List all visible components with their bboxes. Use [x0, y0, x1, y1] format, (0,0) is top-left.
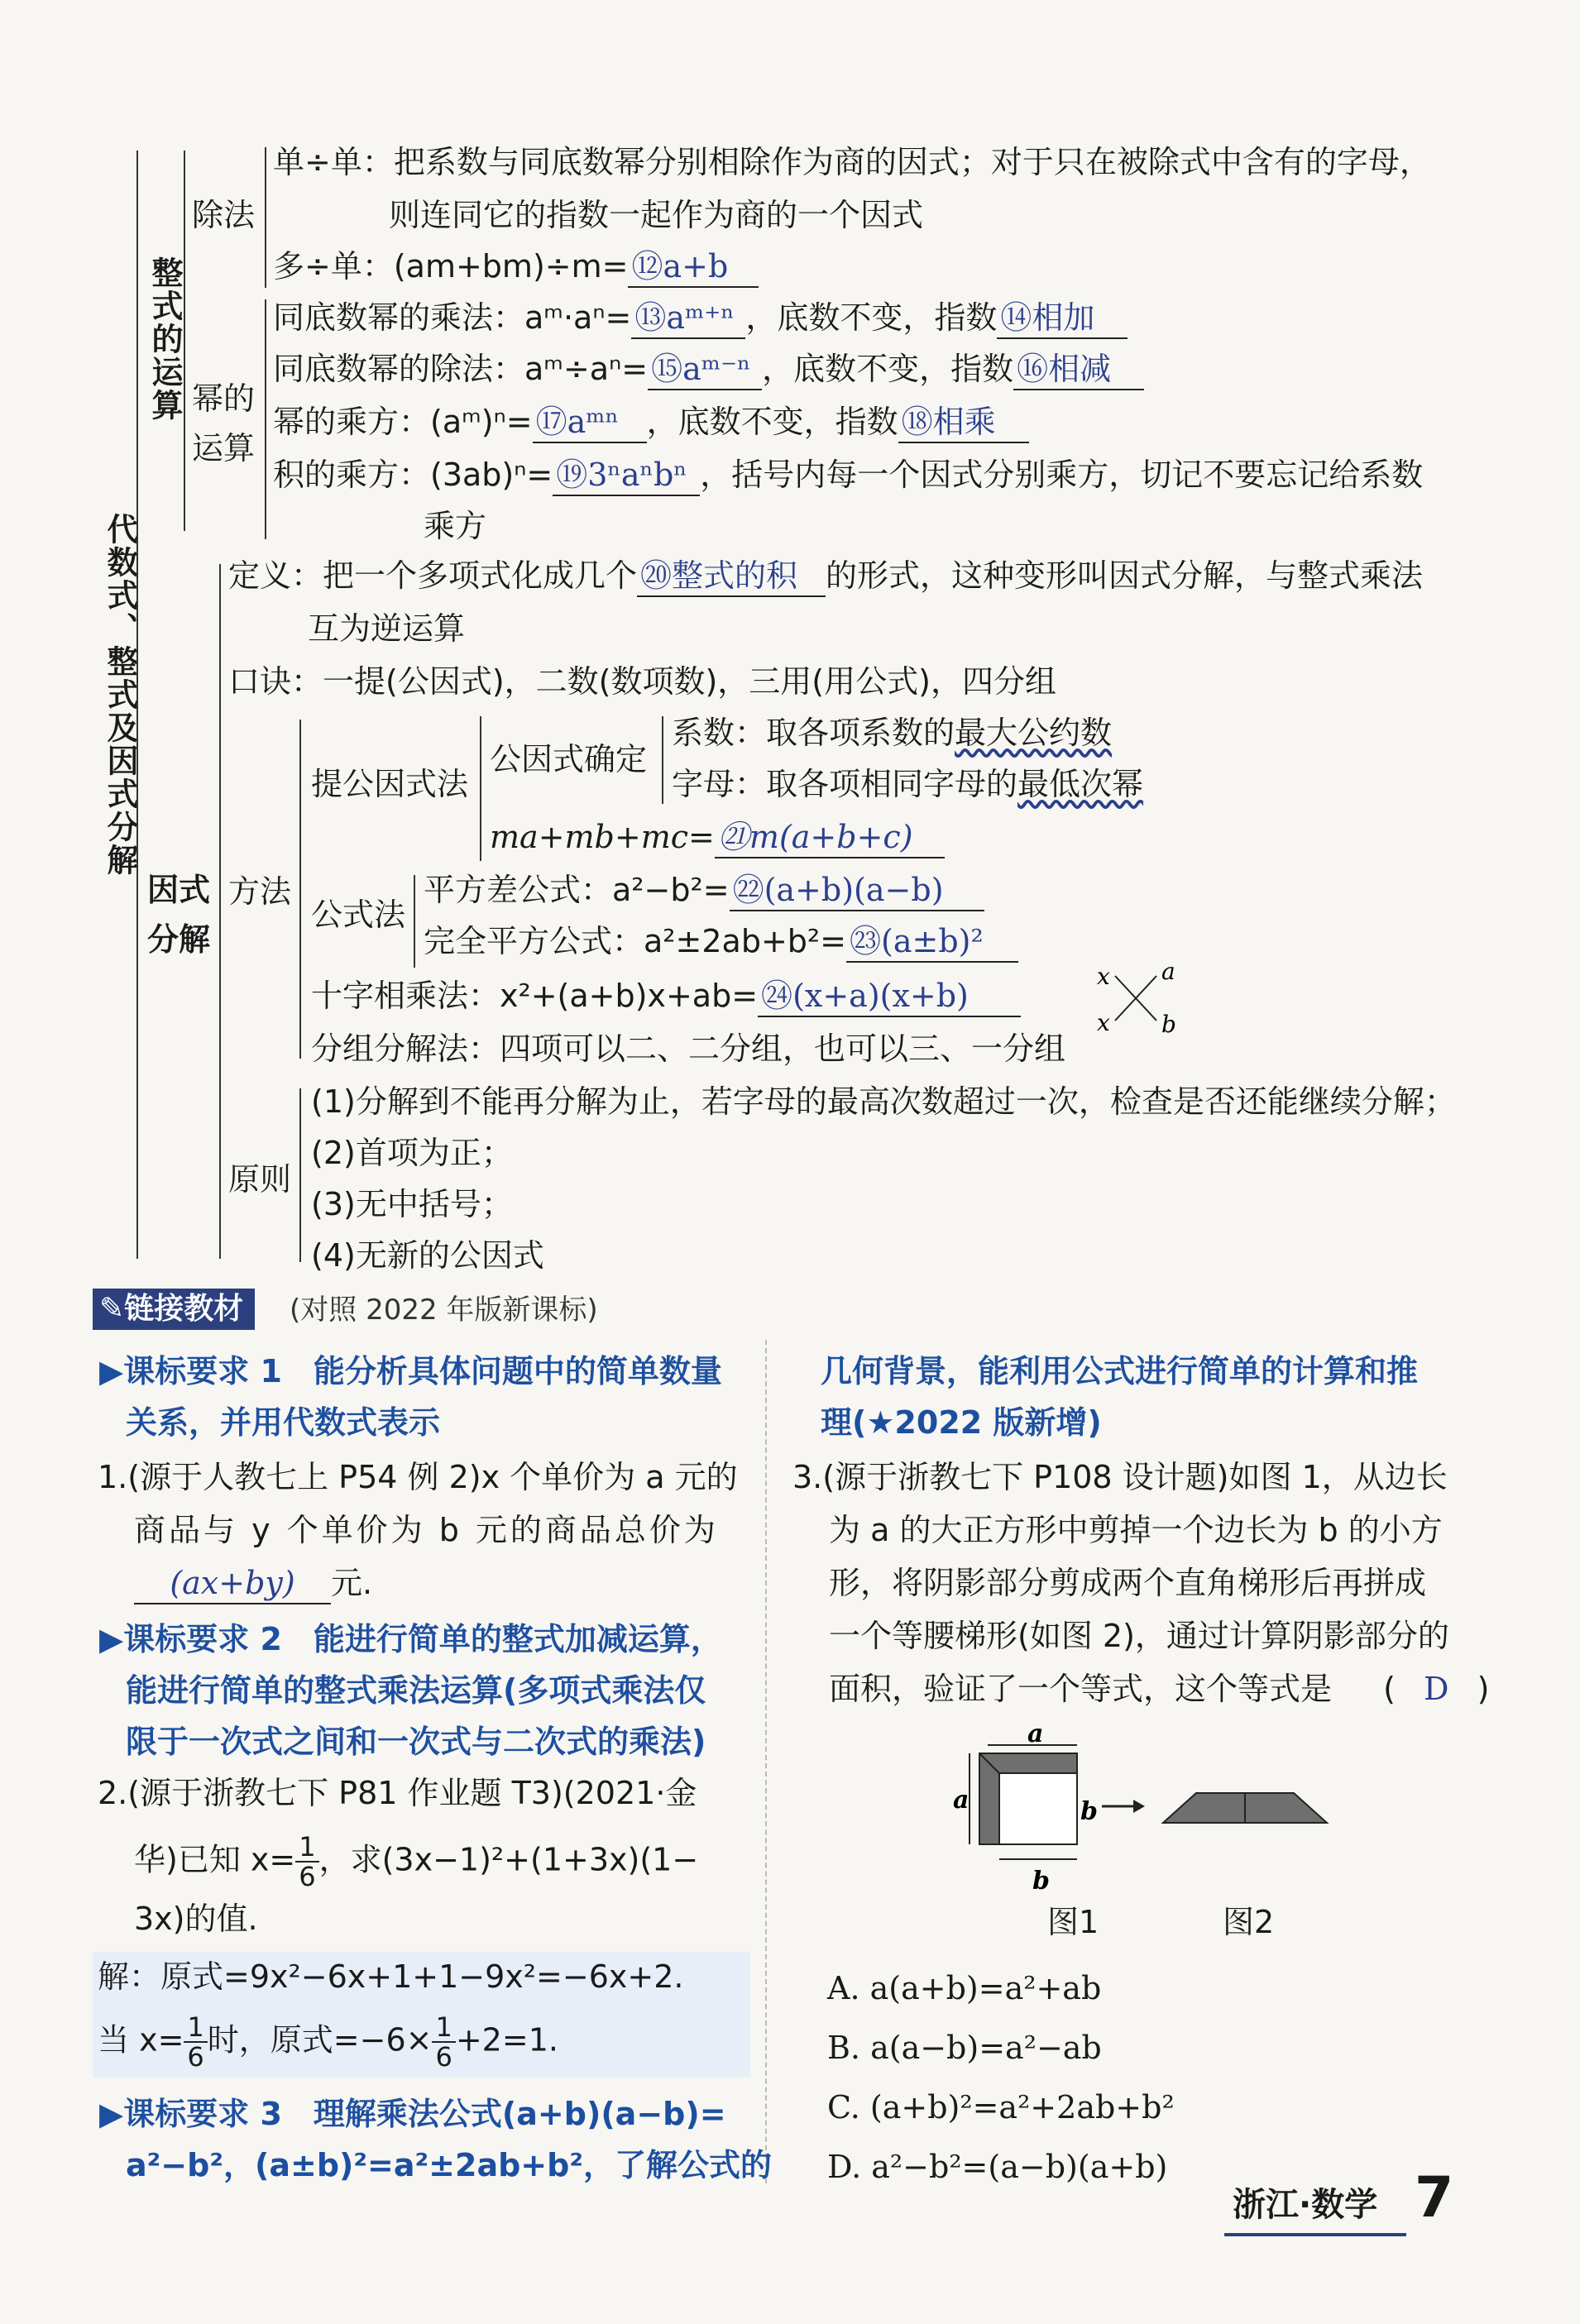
- req2-line-a: ▶课标要求 2 能进行简单的整式加减运算，: [99, 1621, 722, 1657]
- fig1-label-b-right: b: [1080, 1797, 1098, 1826]
- mi-brace: [265, 299, 266, 539]
- sol-fraction-1: [184, 2013, 207, 2071]
- answer-15-text: aᵐ⁻ⁿ: [682, 351, 751, 387]
- answer-18-num: ⑱: [901, 404, 933, 440]
- req3-line-d: 理(★2022 版新增): [821, 1404, 1102, 1441]
- pf-line: [424, 870, 984, 911]
- chufa-brace: [265, 147, 266, 288]
- column-divider: [765, 1340, 767, 2183]
- xishu-line: [672, 713, 1112, 753]
- zimu-key: 最低次幂: [1017, 766, 1144, 802]
- koujue-line: 口诀：一提(公因式)，二数(数项数)，三用(用公式)，四分组: [228, 663, 1056, 700]
- answer-22: [730, 870, 984, 911]
- answer-24-num: ㉔: [761, 978, 793, 1014]
- gongshi-brace: [414, 875, 415, 968]
- q1-answer: (ax+by): [134, 1563, 331, 1604]
- mi-3-mid: ，底数不变，指数: [646, 404, 898, 440]
- def-suffix: 的形式，这种变形叫因式分解，与整式乘法: [826, 557, 1424, 594]
- chufa-2-prefix: 多÷单：(am+bm)÷m=: [273, 248, 629, 285]
- q1-line-a: 1.(源于人教七上 P54 例 2)x 个单价为 a 元的: [98, 1459, 738, 1495]
- q3-paren-left: (: [1383, 1671, 1396, 1707]
- yuanze-brace: [299, 1088, 301, 1262]
- answer-21: [715, 817, 945, 858]
- cross-x1: x: [1097, 963, 1110, 990]
- mi-4-suffix: ，括号内每一个因式分别乘方，切记不要忘记给系数: [700, 457, 1424, 493]
- sol-frac1-num: 1: [184, 2013, 207, 2043]
- answer-22-num: ㉒: [732, 872, 764, 908]
- answer-19-text: 3ⁿaⁿbⁿ: [587, 457, 687, 493]
- mi-2-prefix: 同底数幂的除法：aᵐ÷aⁿ=: [273, 351, 649, 387]
- sol-2-post: +2=1.: [455, 2021, 558, 2059]
- q2-b-pre: 华)已知 x=: [134, 1841, 296, 1878]
- gongshi-label: 公式法: [311, 897, 406, 933]
- solution-line-2: [98, 2013, 558, 2071]
- req3-line-c: 几何背景，能利用公式进行简单的计算和推: [821, 1353, 1419, 1389]
- q2-b-post: ，求(3x−1)²+(1+3x)(1−: [318, 1841, 699, 1878]
- yuanze-4: (4)无新的公因式: [311, 1237, 544, 1274]
- ma-line: [490, 817, 945, 858]
- req2-line-c: 限于一次式之间和一次式与二次式的乘法): [126, 1724, 706, 1760]
- q3-e-text: 面积，验证了一个等式，这个等式是: [829, 1671, 1333, 1707]
- answer-13-text: aᵐ⁺ⁿ: [666, 299, 735, 336]
- tigong-brace: [480, 716, 481, 861]
- yuanze-2: (2)首项为正；: [311, 1135, 513, 1171]
- option-c: C. (a+b)²=a²+2ab+b²: [827, 2089, 1175, 2126]
- answer-12-text: a+b: [663, 248, 729, 285]
- yinshi-title-2: 分解: [147, 921, 211, 958]
- answer-15: [648, 349, 762, 390]
- q3-paren-right: ): [1477, 1671, 1490, 1707]
- answer-13-num: ⑬: [634, 299, 667, 336]
- mi-4-prefix: 积的乘方：(3ab)ⁿ=: [273, 457, 553, 493]
- q2-fraction: [295, 1833, 318, 1891]
- q3-figures: [951, 1727, 1340, 1917]
- yuanze-1: (1)分解到不能再分解为止，若字母的最高次数超过一次，检查是否还能继续分解；: [311, 1083, 1456, 1120]
- mi-label-2: 运算: [192, 430, 256, 466]
- q3-line-c: 形，将阴影部分剪成两个直角梯形后再拼成: [829, 1565, 1427, 1601]
- answer-18-text: 相乘: [932, 404, 996, 440]
- fenzu-line: 分组分解法：四项可以二、二分组，也可以三、一分组: [311, 1030, 1066, 1067]
- answer-21-num: ㉑: [717, 819, 749, 855]
- answer-24-text: (x+a)(x+b): [792, 978, 969, 1014]
- answer-22-text: (a+b)(a−b): [764, 872, 944, 908]
- xishu-key: 最大公约数: [955, 715, 1113, 751]
- cross-b: b: [1161, 1011, 1176, 1038]
- answer-17-text: aᵐⁿ: [567, 404, 620, 440]
- zimu-prefix: 字母：取各项相同字母的: [672, 766, 1018, 802]
- def-prefix: 定义：把一个多项式化成几个: [228, 557, 638, 594]
- option-b: B. a(a−b)=a²−ab: [827, 2030, 1102, 2066]
- zhengshi-title: 整式的运算: [146, 256, 183, 422]
- def-line-b: 互为逆运算: [308, 610, 466, 647]
- sol-frac2-den: 6: [435, 2041, 452, 2073]
- q3-line-d: 一个等腰梯形(如图 2)，通过计算阴影部分的: [829, 1618, 1449, 1654]
- q2-frac-den: 6: [299, 1861, 316, 1892]
- mi-line-4: [273, 455, 1423, 496]
- fangfa-brace: [299, 720, 301, 1059]
- answer-17-num: ⑰: [535, 404, 567, 440]
- req3-line-b: a²−b²，(a±b)²=a²±2ab+b²，了解公式的: [126, 2147, 772, 2183]
- q3-answer: D: [1424, 1671, 1449, 1707]
- mi-line-2: [273, 349, 1144, 390]
- req3-line-a: ▶课标要求 3 理解乘法公式(a+b)(a−b)=: [99, 2096, 726, 2132]
- chufa-line-1b: 则连同它的指数一起作为商的一个因式: [389, 197, 924, 233]
- pf-prefix: 平方差公式：a²−b²=: [424, 872, 730, 908]
- req1-line-b: 关系，并用代数式表示: [126, 1404, 441, 1441]
- q2-line-a: 2.(源于浙教七下 P81 作业题 T3)(2021·金: [98, 1775, 697, 1811]
- q3-line-a: 3.(源于浙教七下 P108 设计题)如图 1，从边长: [792, 1459, 1448, 1495]
- answer-20: [637, 556, 826, 597]
- mi-line-3: [273, 402, 1029, 443]
- arrow-head-icon: [1133, 1800, 1145, 1813]
- ma-prefix: ma+mb+mc=: [490, 819, 715, 855]
- fig2-caption: 图2: [1223, 1904, 1275, 1940]
- mi-2-mid: ，底数不变，指数: [762, 351, 1014, 387]
- q1-line-c: [134, 1563, 372, 1604]
- q2-frac-num: 1: [295, 1833, 318, 1863]
- wq-line: [424, 921, 1018, 963]
- option-a: A. a(a+b)=a²+ab: [827, 1970, 1102, 2006]
- answer-14-num: ⑭: [1000, 299, 1032, 336]
- solution-line-1: 解：原式=9x²−6x+1+1−9x²=−6x+2.: [98, 1958, 684, 1995]
- answer-16: [1013, 349, 1144, 390]
- cross-x2: x: [1097, 1009, 1110, 1036]
- mi-line-4b: 乘方: [424, 508, 487, 544]
- sol-frac1-den: 6: [187, 2041, 204, 2073]
- link-badge: [93, 1289, 255, 1330]
- sz-prefix: 十字相乘法：x²+(a+b)x+ab=: [311, 978, 759, 1014]
- answer-19: [553, 455, 700, 496]
- sol-2-mid: 时，原式=−6×: [207, 2021, 433, 2059]
- yuanze-label: 原则: [228, 1161, 292, 1198]
- answer-20-text: 整式的积: [672, 557, 798, 594]
- root-brace: [136, 151, 138, 1259]
- req1-line-a: ▶课标要求 1 能分析具体问题中的简单数量: [99, 1353, 722, 1389]
- fig1-label-a-left: a: [953, 1786, 970, 1815]
- cross-diagram: [1092, 961, 1191, 1044]
- edit-icon: ✎: [99, 1292, 125, 1326]
- q3-line-e: [829, 1669, 1489, 1709]
- answer-17: [533, 402, 647, 443]
- sz-line: [311, 976, 1021, 1017]
- answer-19-num: ⑲: [556, 457, 588, 493]
- answer-16-text: 相减: [1048, 351, 1112, 387]
- footer-region: 浙江·数学: [1233, 2186, 1378, 2224]
- req2-line-b: 能进行简单的整式乘法运算(多项式乘法仅: [126, 1672, 706, 1709]
- chufa-line-2: [273, 246, 759, 288]
- answer-12-num: ⑫: [631, 248, 663, 285]
- fig1-caption: 图1: [1047, 1904, 1099, 1940]
- q2-line-c: 3x)的值.: [134, 1901, 258, 1937]
- answer-20-num: ⑳: [640, 557, 673, 594]
- yuanze-3: (3)无中括号；: [311, 1186, 513, 1222]
- mi-3-prefix: 幂的乘方：(aᵐ)ⁿ=: [273, 404, 533, 440]
- yinshi-title-1: 因式: [147, 872, 211, 908]
- mi-label-1: 幂的: [192, 380, 256, 417]
- answer-16-num: ⑯: [1017, 351, 1049, 387]
- mi-1-prefix: 同底数幂的乘法：aᵐ·aⁿ=: [273, 299, 632, 336]
- answer-24: [758, 976, 1021, 1017]
- sol-frac2-num: 1: [432, 2013, 455, 2043]
- answer-13: [631, 298, 745, 339]
- option-d: D. a²−b²=(a−b)(a+b): [827, 2149, 1168, 2185]
- mi-line-1: [273, 298, 1128, 339]
- answer-23-num: ㉓: [849, 923, 881, 959]
- fangfa-label: 方法: [228, 873, 292, 910]
- page-number: 7: [1415, 2165, 1454, 2231]
- link-note: (对照 2022 年版新课标): [290, 1294, 598, 1327]
- answer-18: [898, 402, 1029, 443]
- answer-14: [997, 298, 1128, 339]
- link-badge-text: 链接教材: [124, 1292, 244, 1326]
- sol-2-pre: 当 x=: [98, 2021, 184, 2059]
- answer-21-text: m(a+b+c): [749, 819, 913, 855]
- fig1-small-square: [999, 1773, 1077, 1844]
- answer-23: [846, 921, 1018, 963]
- answer-23-text: (a±b)²: [881, 923, 984, 959]
- fig1-label-a-top: a: [1027, 1727, 1044, 1748]
- gongyin-label: 公因式确定: [490, 741, 648, 777]
- answer-15-num: ⑮: [651, 351, 683, 387]
- zimu-line: [672, 764, 1143, 804]
- xishu-prefix: 系数：取各项系数的: [672, 715, 955, 751]
- q1-unit: 元.: [331, 1565, 373, 1601]
- tigong-label: 提公因式法: [311, 766, 469, 802]
- yinshi-brace: [219, 564, 221, 1259]
- sol-fraction-2: [432, 2013, 455, 2071]
- chufa-line-1a: 单÷单：把系数与同底数幂分别相除作为商的因式；对于只在被除式中含有的字母，: [273, 144, 1431, 180]
- wq-prefix: 完全平方公式：a²±2ab+b²=: [424, 923, 846, 959]
- q3-line-b: 为 a 的大正方形中剪掉一个边长为 b 的小方: [829, 1512, 1443, 1548]
- mi-1-mid: ，底数不变，指数: [745, 299, 998, 336]
- answer-14-text: 相加: [1032, 299, 1095, 336]
- q2-line-b: [134, 1833, 698, 1891]
- gongyin-brace: [662, 716, 663, 804]
- def-line-a: [228, 556, 1423, 597]
- zhengshi-brace: [184, 151, 185, 531]
- root-title: 代数式、整式及因式分解: [102, 513, 138, 877]
- answer-12: [628, 246, 759, 288]
- footer-rule: [1224, 2233, 1406, 2236]
- fig1-label-b-bottom: b: [1032, 1867, 1050, 1896]
- cross-a: a: [1161, 961, 1175, 985]
- chufa-label: 除法: [192, 197, 256, 233]
- q1-line-b: 商品与 y 个单价为 b 元的商品总价为: [134, 1512, 719, 1548]
